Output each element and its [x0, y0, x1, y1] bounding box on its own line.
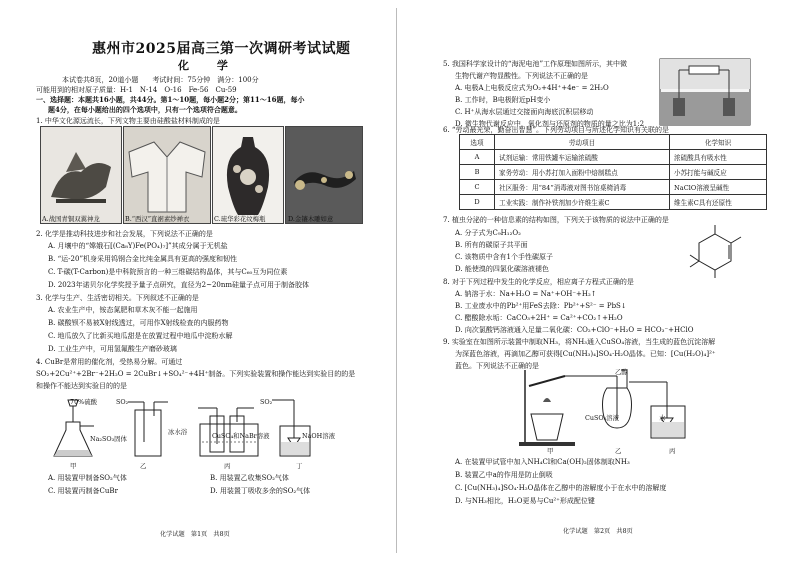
table-cell: 维生素C具有还原性	[670, 195, 767, 210]
apparatus-jia	[519, 370, 575, 446]
question-7: 7. 植虫分泌的一种信息素的结构如图，下列关于该物质的说法中正确的是	[443, 216, 669, 224]
q4-option-c: C. 用装置丙制备CuBr	[48, 487, 118, 495]
q4-label-icebath: 冰水浴	[168, 428, 188, 436]
exam-title: 惠州市2025届高三第一次调研考试试题	[92, 41, 351, 57]
question-4: 4. CuBr是常用的催化剂，受热易分解。可通过	[36, 358, 183, 366]
artifact-image-b	[123, 126, 211, 224]
q9-label-ethanol: 乙醇	[615, 368, 628, 376]
table-row	[460, 150, 767, 165]
bronze-dragon-icon	[41, 127, 121, 223]
question-4-equation: SO₂+2Cu²⁺+2Br⁻+2H₂O = 2CuBr↓+SO₄²⁻+4H⁺制备。下列实验装置和操作能达到实验目的的是	[36, 370, 356, 378]
question-5-cont: 生物代谢产物显酸性。下列说法不正确的是	[455, 72, 588, 80]
apparatus-bing	[629, 382, 685, 438]
q4-label-so2-2: SO₂	[260, 398, 273, 406]
q4-apparatus-yi: 乙	[140, 462, 147, 470]
section-header: 一、选择题：本题共16小题，共44分。第1～10题，每小题2分；第11～16题，每小	[36, 95, 305, 104]
q5-option-b: B. 工作时，B电极附近pH变小	[455, 96, 551, 104]
q4-apparatus-ding: 丁	[296, 462, 303, 470]
atomic-mass: 可能用到的相对原子质量：H-1 N-14 O-16 Fe-56 Cu-59	[36, 86, 237, 94]
question-9-cont2: 蓝色。下列说法不正确的是	[455, 362, 539, 370]
q4-option-d: D. 用装置丁吸收多余的SO₂气体	[210, 487, 311, 495]
q5-option-d: D. 微生物代谢反应中，氧化剂与还原剂的物质的量之比为1:2	[455, 120, 645, 128]
q3-option-d: D. 工业生产中，可用氢氟酸生产磨砂玻璃	[48, 345, 177, 353]
table-header-cell: 选项	[460, 135, 495, 150]
page-footer-1: 化学试题 第1页 共8页	[160, 531, 230, 538]
question-8: 8. 对于下列过程中发生的化学反应，相应离子方程式正确的是	[443, 278, 634, 286]
q9-option-b: B. 装置乙中a的作用是防止倒吸	[455, 471, 553, 479]
page-2	[397, 0, 794, 561]
q9-apparatus-jia: 甲	[547, 447, 554, 455]
q4-label-sulfuric: 70%硫酸	[70, 398, 97, 406]
table-row	[460, 180, 767, 195]
ruyi-scepter-icon	[286, 127, 362, 223]
table-cell: 社区服务：用“84”消毒液对图书馆桌椅消毒	[495, 180, 670, 195]
q3-option-c: C. 地瓜放久了比新买地瓜甜是在放置过程中地瓜中淀粉水解	[48, 332, 233, 340]
table-cell: A	[460, 150, 495, 165]
q9-label-water: 水	[659, 414, 666, 422]
q8-option-c: C. 醋酸除水垢：CaCO₃+2H⁺ = Ca²⁺+CO₂↑+H₂O	[455, 314, 623, 322]
q4-option-a: A. 用装置甲制备SO₂气体	[48, 474, 127, 482]
sea-mud-battery-diagram	[659, 58, 751, 126]
table-cell: 试剂运输：常用铁罐车运输浓硫酸	[495, 150, 670, 165]
q4-apparatus-jia: 甲	[70, 462, 77, 470]
table-header	[460, 135, 767, 150]
table-cell: D	[460, 195, 495, 210]
q8-option-d: D. 向次氯酸钙溶液通入足量二氧化碳：CO₂+ClO⁻+H₂O = HCO₃⁻+HClO	[455, 326, 694, 334]
table-row	[460, 165, 767, 180]
table-cell: 家务劳动：用小苏打加入面粉中焙制糕点	[495, 165, 670, 180]
q2-option-d: D. 2023年诺贝尔化学奖授予量子点研究，直径为2~20nm硅量子点可用于制备胶体	[48, 281, 309, 289]
question-9: 9. 实验室在如图所示装置中制取NH₃，将NH₃通入CuSO₄溶液，当生成的蓝色沉淀溶解	[443, 338, 716, 346]
table-cell: 小苏打能与碱反应	[670, 165, 767, 180]
table-header-cell: 劳动项目	[495, 135, 670, 150]
q4-label-cuso4: CuSO₄和NaBr溶液	[212, 432, 270, 440]
silk-robe-icon	[124, 127, 210, 223]
apparatus-jia	[54, 400, 94, 456]
q9-apparatus-bing: 丙	[669, 447, 676, 455]
q1-option-b: B.“西汉”直裾素纱禅衣	[125, 215, 190, 223]
q8-option-b: B. 工业废水中的Pb²⁺用FeS去除：Pb²⁺+S²⁻ = PbS↓	[455, 302, 627, 310]
q4-apparatus-bing: 丙	[224, 462, 231, 470]
vase-icon	[213, 127, 283, 223]
q9-option-a: A. 在装置甲试管中加入NH₄Cl和Ca(OH)₂固体制取NH₃	[455, 458, 630, 466]
section-header-cont: 题4分，在每小题给出的四个选项中，只有一个选项符合题意。	[48, 105, 242, 114]
q4-label-na2so3: Na₂SO₃固体	[90, 435, 127, 443]
question-6: 6. “劳动最光荣，勤奋出智慧”。下列劳动项目与所述化学知识有关联的是	[443, 126, 670, 134]
question-9-cont: 为深蓝色溶液，再滴加乙醇可获得[Cu(NH₃)₄]SO₄·H₂O晶体。已知：[Cu(H₂O)₄]²⁺	[455, 350, 716, 358]
q2-option-c: C. T-碳(T-Carbon)是中科院预言的一种三维碳结构晶体，其与C₆₀互为同位素	[48, 268, 288, 276]
apparatus-yi	[128, 402, 168, 456]
q1-option-a: A.战国青铜双翼神龙	[42, 215, 100, 223]
exam-info: 本试卷共8页，20道小题 考试时间：75分钟 满分：100分	[62, 76, 259, 84]
q9-option-c: C. [Cu(NH₃)₄]SO₄·H₂O晶体在乙醇中的溶解度小于在水中的溶解度	[455, 484, 667, 492]
table-cell: 工业实践：制作补铁剂加少许维生素C	[495, 195, 670, 210]
q4-option-b: B. 用装置乙收集SO₂气体	[210, 474, 289, 482]
subject-title: 化 学	[178, 59, 240, 72]
q1-option-c: C.琉华彩花纹梅瓶	[214, 215, 266, 223]
question-5: 5. 我国科学家设计的“海泥电池”工作原理如图所示，其中微	[443, 60, 628, 68]
q2-option-a: A. 月壤中的“嫦娥石[(Ca₈Y)Fe(PO₄)₇]”其成分属于无机盐	[48, 242, 228, 250]
table-cell: B	[460, 165, 495, 180]
question-4-cont: 和操作不能达到实验目的的是	[36, 382, 127, 390]
q4-label-naoh: NaOH溶液	[302, 432, 335, 440]
table-row	[460, 195, 767, 210]
artifact-image-a	[40, 126, 122, 224]
q5-option-a: A. 电极A上电极反应式为O₂+4H⁺+4e⁻ = 2H₂O	[455, 84, 609, 92]
q7-option-b: B. 所有的碳原子共平面	[455, 241, 528, 249]
q9-option-d: D. 与NH₃相比，H₂O更易与Cu²⁺形成配位键	[455, 497, 595, 505]
table-header-cell: 化学知识	[670, 135, 767, 150]
question-2: 2. 化学是推动科技进步和社会发展，下列说法不正确的是	[36, 230, 213, 238]
table-cell: C	[460, 180, 495, 195]
pheromone-structure-diagram	[685, 222, 745, 280]
artifact-image-d	[285, 126, 363, 224]
question-1: 1. 中华文化源远流长，下列文物主要由硅酸盐材料制成的是	[36, 117, 220, 125]
question-3: 3. 化学与生产、生活密切相关。下列叙述不正确的是	[36, 294, 199, 302]
q1-option-d: D.金镶木雕如意	[288, 215, 334, 223]
q9-apparatus-diagram	[517, 366, 707, 448]
q7-option-a: A. 分子式为C₉H₁₂O₂	[455, 229, 521, 237]
q3-option-a: A. 农业生产中，铵态氮肥和草木灰不能一起施用	[48, 306, 198, 314]
apparatus-ding	[272, 400, 310, 456]
q2-option-b: B. “运-20”机身采用钨钢合金比纯金属具有更高的强度和韧性	[48, 255, 238, 263]
page-footer-2: 化学试题 第2页 共8页	[563, 528, 633, 535]
q9-apparatus-yi: 乙	[615, 447, 622, 455]
q7-option-d: D. 能使溴的四氯化碳溶液褪色	[455, 265, 549, 273]
q9-label-cuso4: CuSO₄溶液	[585, 414, 619, 422]
table-cell: NaClO溶液呈碱性	[670, 180, 767, 195]
q6-table	[459, 134, 767, 210]
q3-option-b: B. 碳酸钡不易被X射线透过，可用作X射线检查的内服药物	[48, 319, 229, 327]
q5-option-c: C. H⁺从海水层通过交接面向海底沉积层移动	[455, 108, 594, 116]
q7-option-c: C. 该物质中含有1个手性碳原子	[455, 253, 554, 261]
q4-label-so2-1: SO₂	[116, 398, 129, 406]
table-cell: 浓硫酸具有吸水性	[670, 150, 767, 165]
q8-option-a: A. 钠溶于水：Na+H₂O = Na⁺+OH⁻+H₂↑	[455, 290, 597, 298]
artifact-image-c	[212, 126, 284, 224]
